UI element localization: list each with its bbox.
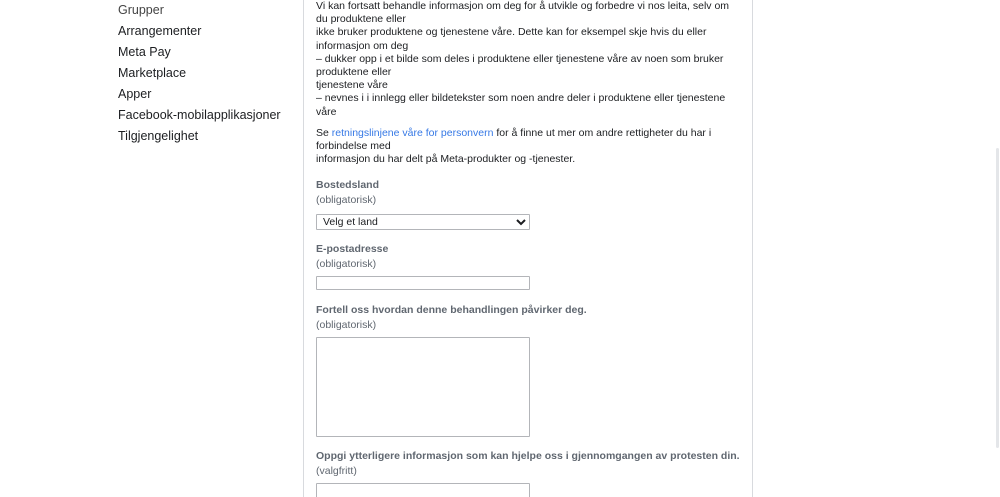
sidebar-item-label: Facebook-mobilapplikasjoner — [118, 108, 281, 122]
intro-line-4: tjenestene våre — [316, 79, 388, 92]
country-select[interactable] — [316, 214, 530, 230]
country-select-wrap — [316, 212, 740, 230]
page-scrollbar-thumb[interactable] — [996, 148, 999, 448]
right-column — [753, 0, 1000, 497]
sidebar-item-label: Tilgjengelighet — [118, 129, 199, 143]
intro-line-5: – nevnes i i innlegg eller bildetekster som noen andre deler i produktene eller tjenestene våre — [316, 92, 726, 118]
field-country — [316, 179, 740, 230]
impact-required-note: (obligatorisk) — [316, 319, 377, 332]
intro-line-1: Vi kan fortsatt behandle informasjon om deg for å utvikle og forbedre vi nos leita, selv om du produktene eller — [316, 0, 730, 26]
sidebar-item-arrangementer[interactable] — [110, 21, 304, 42]
additional-optional-note: (valgfritt) — [316, 465, 357, 478]
field-email — [316, 243, 740, 291]
sidebar-item-apper[interactable] — [110, 84, 304, 105]
country-required-note: (obligatorisk) — [316, 194, 377, 207]
intro-line-2: ikke bruker produktene og tjenestene våre. Dette kan for eksempel skje hvis du eller informasjon om deg — [316, 26, 707, 52]
left-gutter — [0, 0, 110, 497]
intro-paragraph-2 — [316, 127, 740, 153]
impact-textarea[interactable] — [316, 337, 530, 437]
sidebar-item-label: Marketplace — [118, 66, 187, 80]
field-additional — [316, 450, 740, 497]
intro-para2-prefix: Se — [316, 126, 332, 139]
sidebar-item-label: Grupper — [118, 3, 164, 17]
field-impact — [316, 304, 740, 437]
email-required-note: (obligatorisk) — [316, 258, 377, 271]
email-label: E-postadresse — [316, 243, 389, 256]
intro-paragraph-2-end: informasjon du har delt på Meta-produkter og -tjenester. — [316, 153, 576, 166]
email-field[interactable] — [316, 276, 530, 290]
sidebar-item-label: Arrangementer — [118, 24, 202, 38]
additional-textarea[interactable] — [316, 483, 530, 497]
page-scrollbar-track[interactable] — [995, 0, 1000, 497]
sidebar-item-grupper[interactable] — [110, 0, 304, 21]
sidebar-item-label: Meta Pay — [118, 45, 171, 59]
intro-para2-mid: for å finne ut mer om andre rettigheter du har i forbindelse med — [316, 126, 712, 153]
sidebar-item-facebook-mobilapplikasjoner[interactable] — [110, 105, 304, 126]
intro-text — [316, 0, 740, 166]
privacy-policy-link[interactable]: retningslinjene våre for personvern — [331, 126, 494, 139]
intro-spacer — [316, 119, 740, 127]
sidebar-item-label: Apper — [118, 87, 152, 101]
main-content — [304, 0, 752, 497]
country-label: Bostedsland — [316, 179, 380, 192]
additional-label: Oppgi ytterligere informasjon som kan hjelpe oss i gjennomgangen av protesten din. — [316, 450, 740, 463]
sidebar-item-tilgjengelighet[interactable] — [110, 126, 304, 147]
sidebar-nav — [110, 0, 304, 497]
sidebar-item-meta-pay[interactable] — [110, 42, 304, 63]
sidebar-item-marketplace[interactable] — [110, 63, 304, 84]
intro-line-3: – dukker opp i et bilde som deles i produktene eller tjenestene våre av noen som bruker produktene eller — [316, 52, 724, 79]
impact-label: Fortell oss hvordan denne behandlingen påvirker deg. — [316, 304, 587, 317]
